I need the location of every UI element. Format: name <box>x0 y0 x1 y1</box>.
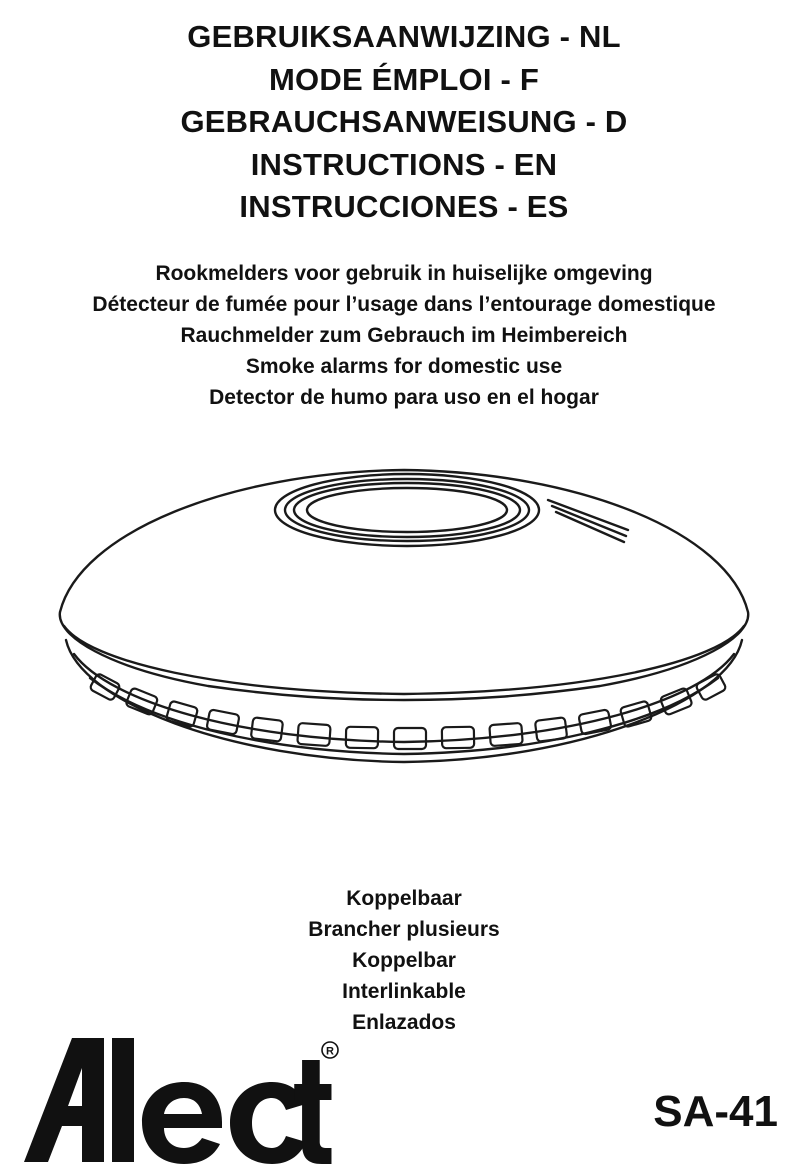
feature-es: Enlazados <box>352 1011 456 1034</box>
feature-fr: Brancher plusieurs <box>308 918 500 941</box>
title-block <box>0 16 808 229</box>
subtitle-fr: Détecteur de fumée pour l’usage dans l’entourage domestique <box>92 293 716 316</box>
subtitle-nl: Rookmelders voor gebruik in huiselijke omgeving <box>155 262 653 285</box>
title-fr: MODE ÉMPLOI - F <box>269 61 539 97</box>
feature-block <box>0 883 808 1038</box>
subtitle-en: Smoke alarms for domestic use <box>245 355 563 378</box>
title-de: GEBRAUCHSANWEISUNG - D <box>180 104 628 139</box>
feature-nl: Koppelbaar <box>346 887 462 910</box>
model-number: SA-41 <box>653 1087 778 1136</box>
alarm-dome <box>60 470 748 700</box>
title-es: INSTRUCCIONES - ES <box>239 189 569 224</box>
title-en: INSTRUCTIONS - EN <box>250 146 558 182</box>
title-nl: GEBRUIKSAANWIJZING - NL <box>187 19 621 54</box>
alecto-logo <box>18 1030 348 1170</box>
registered-mark: R <box>326 1045 334 1058</box>
smoke-alarm-illustration <box>0 440 808 800</box>
subtitle-de: Rauchmelder zum Gebrauch im Heimbereich <box>180 324 628 347</box>
feature-de: Koppelbar <box>352 949 456 972</box>
feature-en: Interlinkable <box>342 980 466 1003</box>
subtitle-es: Detector de humo para uso en el hogar <box>209 386 599 409</box>
subtitle-block <box>0 258 808 413</box>
